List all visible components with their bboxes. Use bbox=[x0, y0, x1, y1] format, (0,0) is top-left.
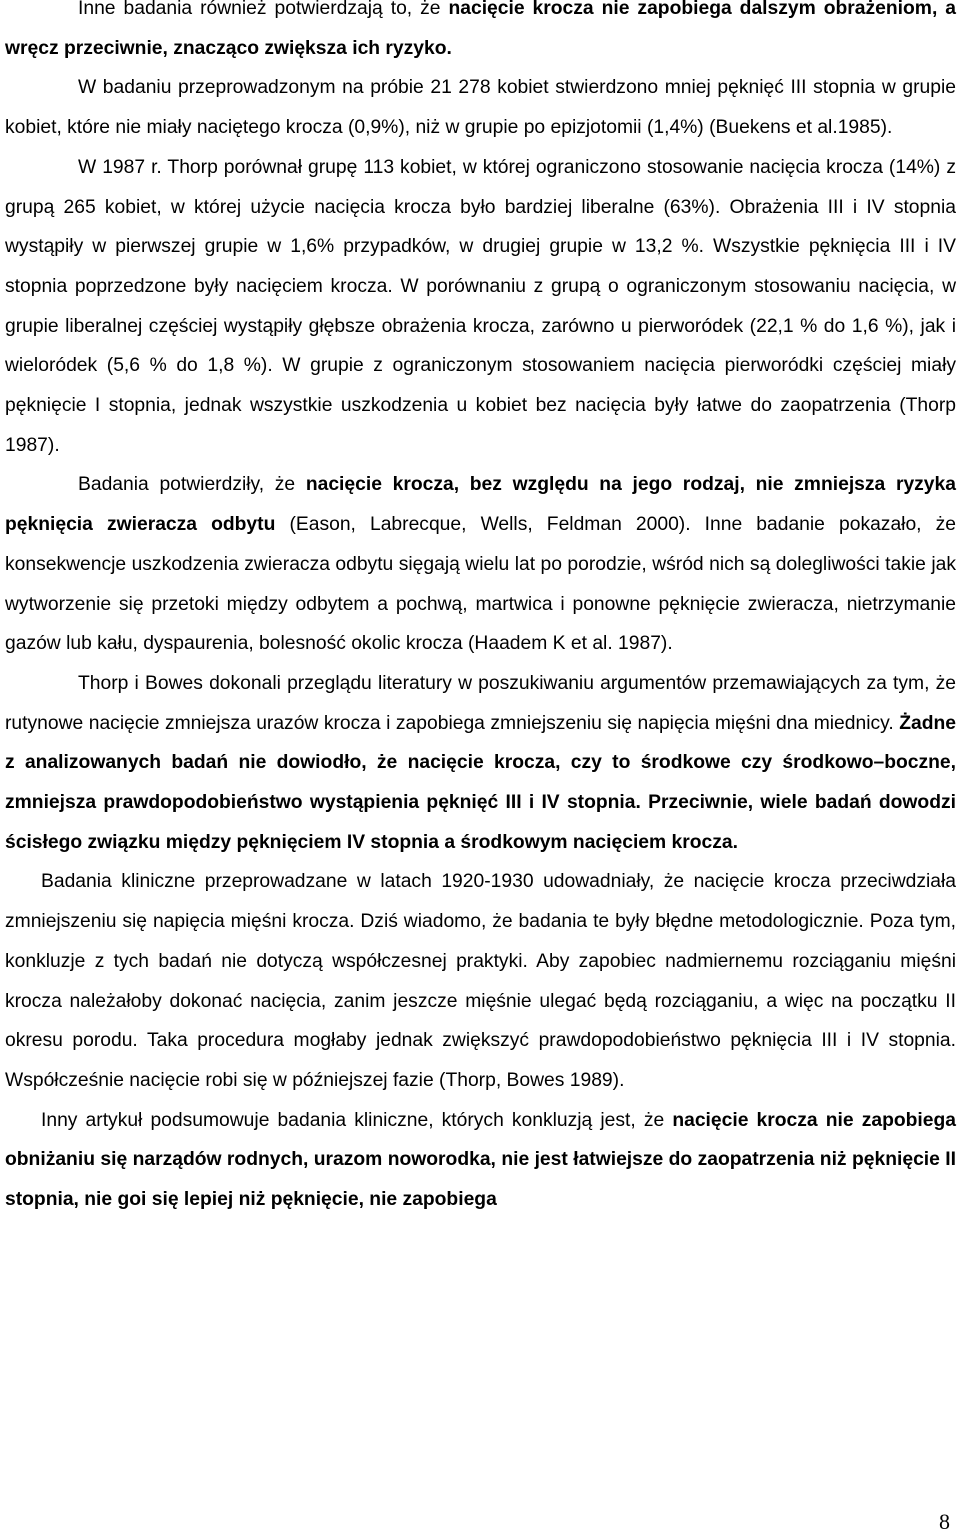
text-segment: Badania kliniczne przeprowadzane w latach 1920-1930 udowadniały, że nacięcie krocza przeciwdziała zmniejszeniu się napięcia mięśni krocza. Dziś wiadomo, że badania te były błędne metodologicznie. Poza tym, konkluzje z tych badań nie dotyczą współczesnej praktyki. Aby zapobiec nadmiernemu rozciąganiu mięśni krocza należałoby dokonać nacięcia, zanim jeszcze mięśnie ulegać będą rozciąganiu, a więc na początku II okresu porodu. Taka procedura mogłaby jednak zwiększyć prawdopodobieństwo pęknięcia III i IV stopnia. Współcześnie nacięcie robi się w późniejszej fazie (Thorp, Bowes 1989). bbox=[5, 871, 956, 1091]
text-segment: Inny artykuł podsumowuje badania kliniczne, których konkluzją jest, że bbox=[41, 1109, 673, 1131]
page-number: 8 bbox=[939, 1509, 950, 1534]
paragraph-p4 bbox=[5, 465, 956, 664]
paragraph-p3 bbox=[5, 148, 956, 466]
paragraph-p6 bbox=[5, 862, 956, 1100]
bold-text-segment: Żadne z analizowanych badań nie dowiodło, że nacięcie krocza, czy to środkowe czy środkowo–boczne, zmniejsza prawdopodobieństwo wystąpienia pęknięć III i IV stopnia. Przeciwnie, wiele badań dowodzi ścisłego związku między pęknięciem IV stopnia a środkowym nacięciem krocza. bbox=[5, 712, 956, 853]
document-body bbox=[5, 0, 956, 1220]
text-segment: (Eason, Labrecque, Wells, Feldman 2000). Inne badanie pokazało, że konsekwencje uszkodzenia zwieracza odbytu sięgają wielu lat po porodzie, wśród nich są dolegliwości takie jak wytworzenie się przetoki między odbytem a pochwą, martwica i ponowne pęknięcie zwieracza, nietrzymanie gazów lub kału, dyspaurenia, bolesność okolic krocza (Haadem K et al. 1987). bbox=[5, 514, 956, 655]
text-segment: W badaniu przeprowadzonym na próbie 21 278 kobiet stwierdzono mniej pęknięć III stopnia w grupie kobiet, które nie miały naciętego krocza (0,9%), niż w grupie po epizjotomii (1,4%) (Buekens et al.1985). bbox=[5, 77, 956, 139]
bold-text-segment: nacięcie krocza nie zapobiega obniżaniu się narządów rodnych, urazom noworodka, nie jest łatwiejsze do zaopatrzenia niż pęknięcie II stopnia, nie goi się lepiej niż pęknięcie, nie zapobiega bbox=[5, 1109, 956, 1211]
text-segment: Inne badania również potwierdzają to, że bbox=[78, 0, 449, 19]
bold-text-segment: nacięcie krocza nie zapobiega dalszym obrażeniom, a wręcz przeciwnie, znacząco zwiększa ich ryzyko. bbox=[5, 0, 956, 59]
paragraph-p5 bbox=[5, 664, 956, 863]
paragraph-p2 bbox=[5, 68, 956, 147]
text-segment: Badania potwierdziły, że bbox=[78, 474, 306, 496]
paragraph-p1 bbox=[5, 0, 956, 68]
text-segment: W 1987 r. Thorp porównał grupę 113 kobiet, w której ograniczono stosowanie nacięcia krocza (14%) z grupą 265 kobiet, w której użycie nacięcia krocza było bardziej liberalne (63%). Obrażenia III i IV stopnia wystąpiły w pierwszej grupie w 1,6% przypadków, w drugiej grupie w 13,2 %. Wszystkie pęknięcia III i IV stopnia poprzedzone były nacięciem krocza. W porównaniu z grupą o ograniczonym stosowaniu nacięcia, w grupie liberalnej częściej wystąpiły głębsze obrażenia krocza, zarówno u pierworódek (22,1 % do 1,6 %), jak i wieloródek (5,6 % do 1,8 %). W grupie z ograniczonym stosowaniem nacięcia pierworódki częściej miały pęknięcie I stopnia, jednak wszystkie uszkodzenia u kobiet bez nacięcia były łatwe do zaopatrzenia (Thorp 1987). bbox=[5, 156, 956, 456]
bold-text-segment: nacięcie krocza, bez względu na jego rodzaj, nie zmniejsza ryzyka pęknięcia zwieracza odbytu bbox=[5, 474, 956, 536]
paragraph-p7 bbox=[5, 1101, 956, 1220]
text-segment: Thorp i Bowes dokonali przeglądu literatury w poszukiwaniu argumentów przemawiających za tym, że rutynowe nacięcie zmniejsza urazów krocza i zapobiega zmniejszeniu się napięcia mięśni dna miednicy. bbox=[5, 672, 956, 734]
